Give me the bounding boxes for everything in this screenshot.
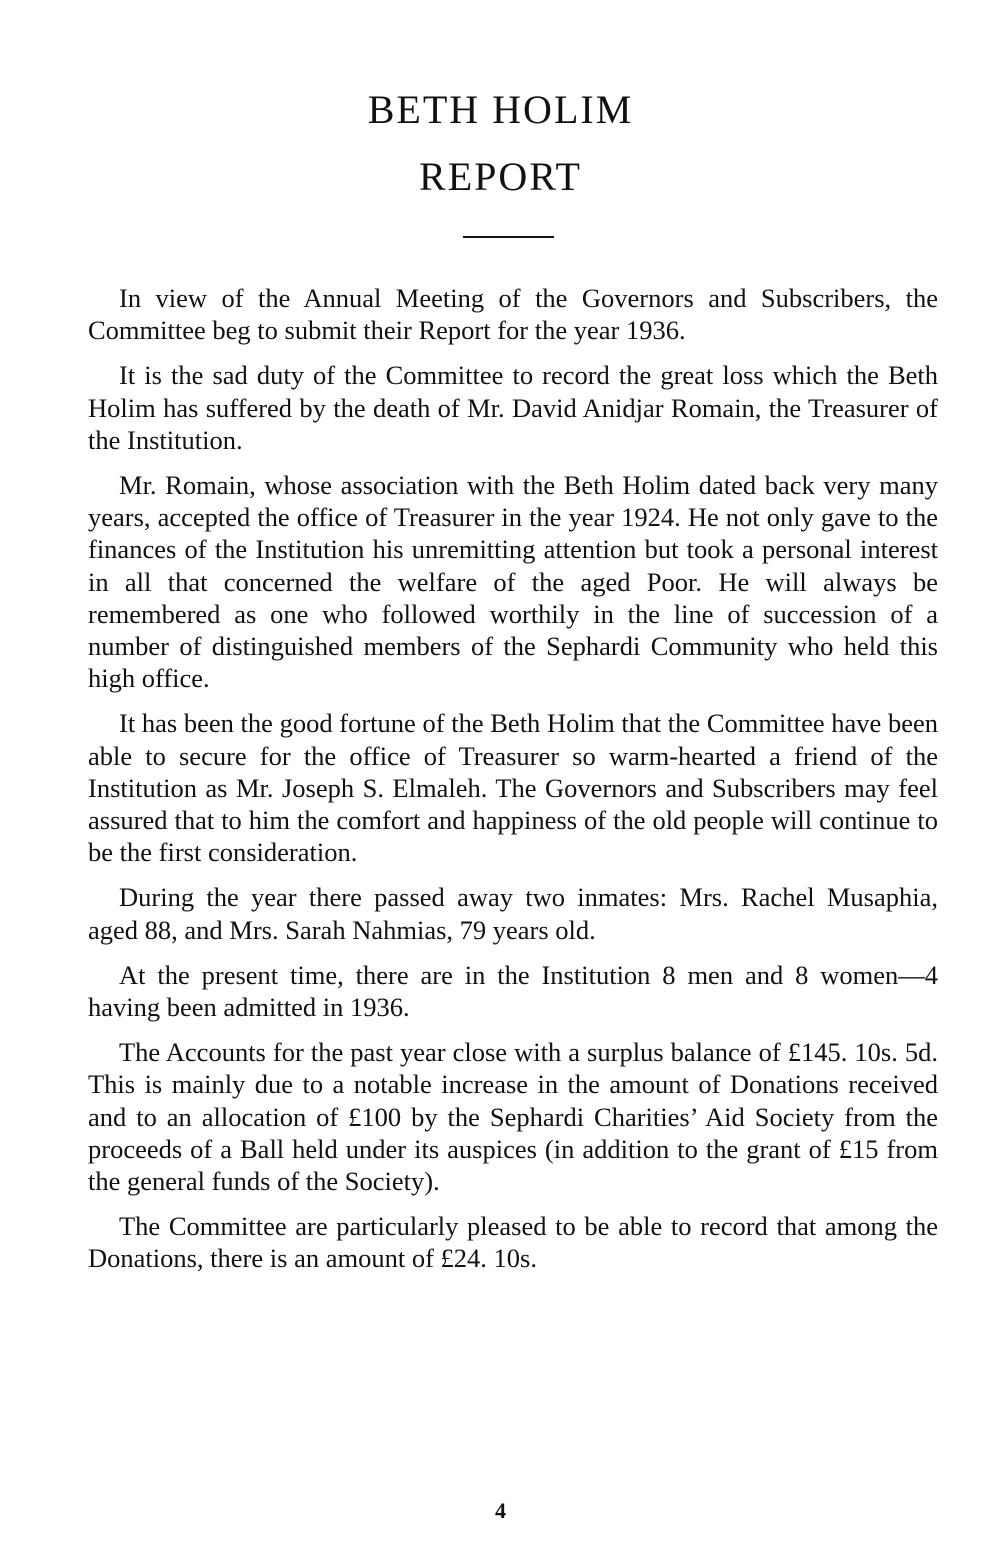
paragraph-accounts: The Accounts for the past year close with a surplus balance of £145. 10s. 5d. This is mainly due to a notable increase in the amount of Donations received and to an allocation of £100 by the Sephardi Charities’ Aid Society from the proceeds of a Ball held under its auspices (in addition to the grant of £15 from the general funds of the Society). [88,1037,938,1197]
title-divider [463,236,554,238]
page-number: 4 [495,1498,506,1523]
page-title: BETH HOLIM [367,87,634,132]
paragraph-romain: Mr. Romain, whose association with the Beth Holim dated back very many years, accepted the office of Treasurer in the year 1924. He not only gave to the finances of the Institution his unremitting attention but took a personal interest in all that concerned the welfare of the aged Poor. He will always be remembered as one who followed worthily in the line of succession of a number of distinguished members of the Sephardi Community who held this high office. [88,470,938,694]
report-body [88,282,938,1288]
paragraph-present: At the present time, there are in the Institution 8 men and 8 women—4 having been admitted in 1936. [88,959,938,1023]
paragraph-treasurer: It has been the good fortune of the Beth Holim that the Committee have been able to secure for the office of Treasurer so warm-hearted a friend of the Institution as Mr. Joseph S. Elmaleh. The Governors and Subscribers may feel assured that to him the comfort and happiness of the old people will continue to be the first consideration. [88,708,938,868]
paragraph-inmates: During the year there passed away two inmates: Mrs. Rachel Musaphia, aged 88, and Mrs. Sarah Nahmias, 79 years old. [88,882,938,945]
page-subtitle: REPORT [419,154,582,199]
paragraph-intro: In view of the Annual Meeting of the Governors and Subscribers, the Committee beg to submit their Report for the year 1936. [88,283,938,346]
paragraph-donations: The Committee are particularly pleased to be able to record that among the Donations, there is an amount of £24. 10s. [88,1211,938,1274]
paragraph-loss: It is the sad duty of the Committee to record the great loss which the Beth Holim has suffered by the death of Mr. David Anidjar Romain, the Treasurer of the Institution. [88,360,938,455]
